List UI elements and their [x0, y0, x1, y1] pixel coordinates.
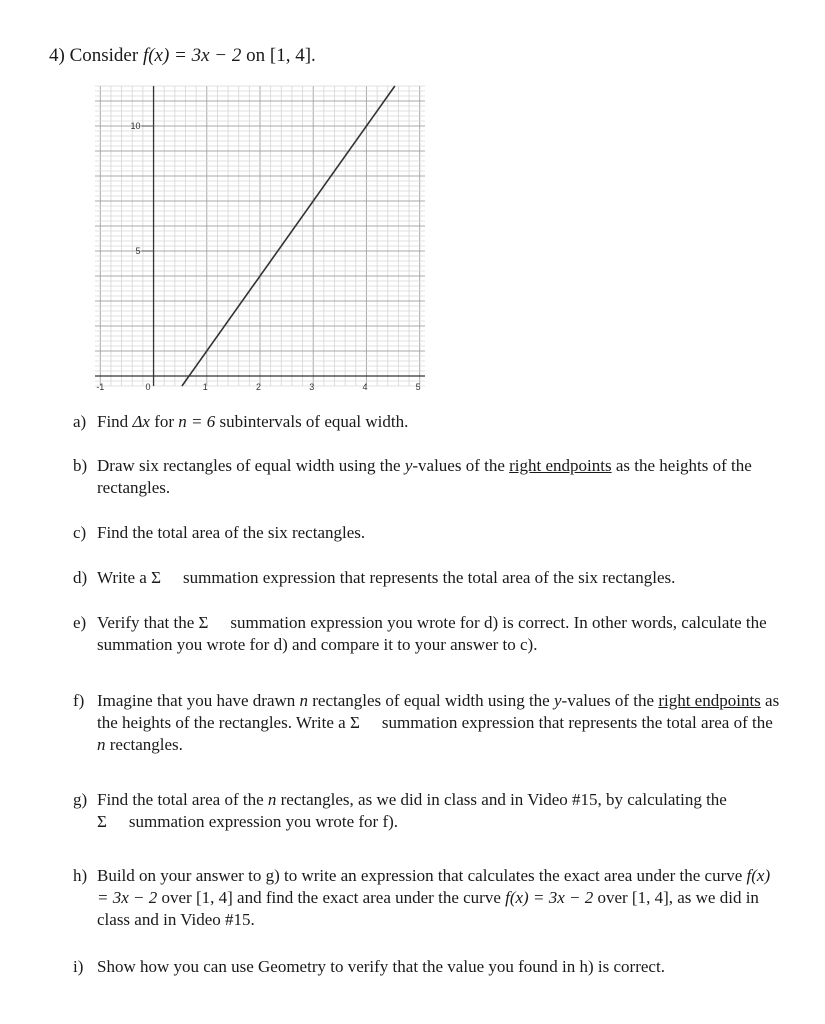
text: for [149, 412, 179, 431]
underlined-text: right endpoints [658, 691, 761, 710]
part-letter: e) [73, 613, 87, 632]
math: n [97, 735, 106, 754]
part-f [73, 690, 783, 756]
x-tick-label: 0 [145, 382, 151, 392]
x-tick-label: 1 [202, 382, 208, 392]
x-tick-label: -1 [96, 382, 105, 392]
part-body [97, 789, 783, 833]
problem-function: f(x) = 3x − 2 [142, 45, 242, 66]
math: y [404, 456, 413, 475]
text: summation expression that represents the total area of the six rectangles. [182, 568, 676, 587]
x-tick-label: 5 [415, 382, 421, 392]
part-body [97, 956, 783, 978]
text: as the heights of the rectangles. Write a [97, 691, 780, 732]
sigma-symbol: Σ [151, 568, 161, 587]
text: rectangles, as we did in class and in Video #15, by calculating the [276, 790, 727, 809]
text: over [1, 4] and find the exact area under the curve [157, 888, 506, 907]
part-a [73, 411, 783, 433]
problem-title [49, 45, 316, 67]
part-letter: b) [73, 456, 88, 475]
part-body [97, 455, 783, 499]
math: n = 6 [178, 412, 216, 431]
problem-number: 4) [49, 45, 65, 66]
part-letter: c) [73, 523, 87, 542]
text: Find the total area of the six rectangles. [97, 523, 366, 542]
text: Draw six rectangles of equal width using the [97, 456, 405, 475]
part-letter: i) [73, 957, 84, 976]
sigma-symbol: Σ [198, 613, 209, 632]
text: Write a [97, 568, 152, 587]
math: y [553, 691, 562, 710]
part-c [73, 522, 783, 544]
part-letter: g) [73, 790, 88, 809]
math: n [299, 691, 309, 710]
math: Δx [132, 412, 150, 431]
text: -values of the [412, 456, 510, 475]
text: Build on your answer to g) to write an expression that calculates the exact area under the curve [97, 866, 747, 885]
part-i [73, 956, 783, 978]
math: f(x) = 3x − 2 [97, 866, 771, 907]
text: Imagine that you have drawn [97, 691, 300, 710]
x-tick-label: 2 [256, 382, 262, 392]
y-tick-label: 5 [135, 246, 141, 256]
sigma-symbol: Σ [97, 812, 107, 831]
text: Find the total area of the [97, 790, 268, 809]
part-g [73, 789, 783, 833]
text: as the heights of the rectangles. [97, 456, 752, 497]
text: Find [97, 412, 133, 431]
x-tick-label: 4 [362, 382, 368, 392]
part-letter: h) [73, 866, 88, 885]
part-letter: d) [73, 568, 88, 587]
text: Verify that the [97, 613, 199, 632]
text: Show how you can use Geometry to verify that the value you found in h) is correct. [97, 957, 665, 976]
text: summation expression that represents the total area of the [381, 713, 773, 732]
text: rectangles. [105, 735, 183, 754]
part-body [97, 690, 783, 756]
part-e [73, 612, 783, 656]
text: summation expression you wrote for d) is correct. In other words, calculate the summation you wrote for d) and compare it to your answer to c). [97, 613, 767, 654]
function-graph [95, 86, 425, 392]
x-tick-label: 3 [309, 382, 315, 392]
part-b [73, 455, 783, 499]
part-body [97, 865, 783, 931]
text: -values of the [561, 691, 659, 710]
problem-interval: on [1, 4]. [246, 45, 316, 66]
part-body [97, 567, 783, 589]
text: subintervals of equal width. [215, 412, 409, 431]
sigma-symbol: Σ [349, 713, 360, 732]
underlined-text: right endpoints [509, 456, 612, 475]
part-body [97, 411, 783, 433]
math: n [267, 790, 277, 809]
part-letter: f) [73, 691, 85, 710]
y-tick-label: 10 [130, 121, 141, 131]
text: summation expression you wrote for f). [128, 812, 399, 831]
part-d [73, 567, 783, 589]
part-body [97, 522, 783, 544]
problem-intro: Consider [69, 45, 139, 66]
text: over [1, 4], as we did in class and in Video #15. [97, 888, 759, 929]
part-letter: a) [73, 412, 87, 431]
part-body [97, 612, 783, 656]
text: rectangles of equal width using the [308, 691, 554, 710]
part-h [73, 865, 783, 931]
math: f(x) = 3x − 2 [505, 888, 594, 907]
